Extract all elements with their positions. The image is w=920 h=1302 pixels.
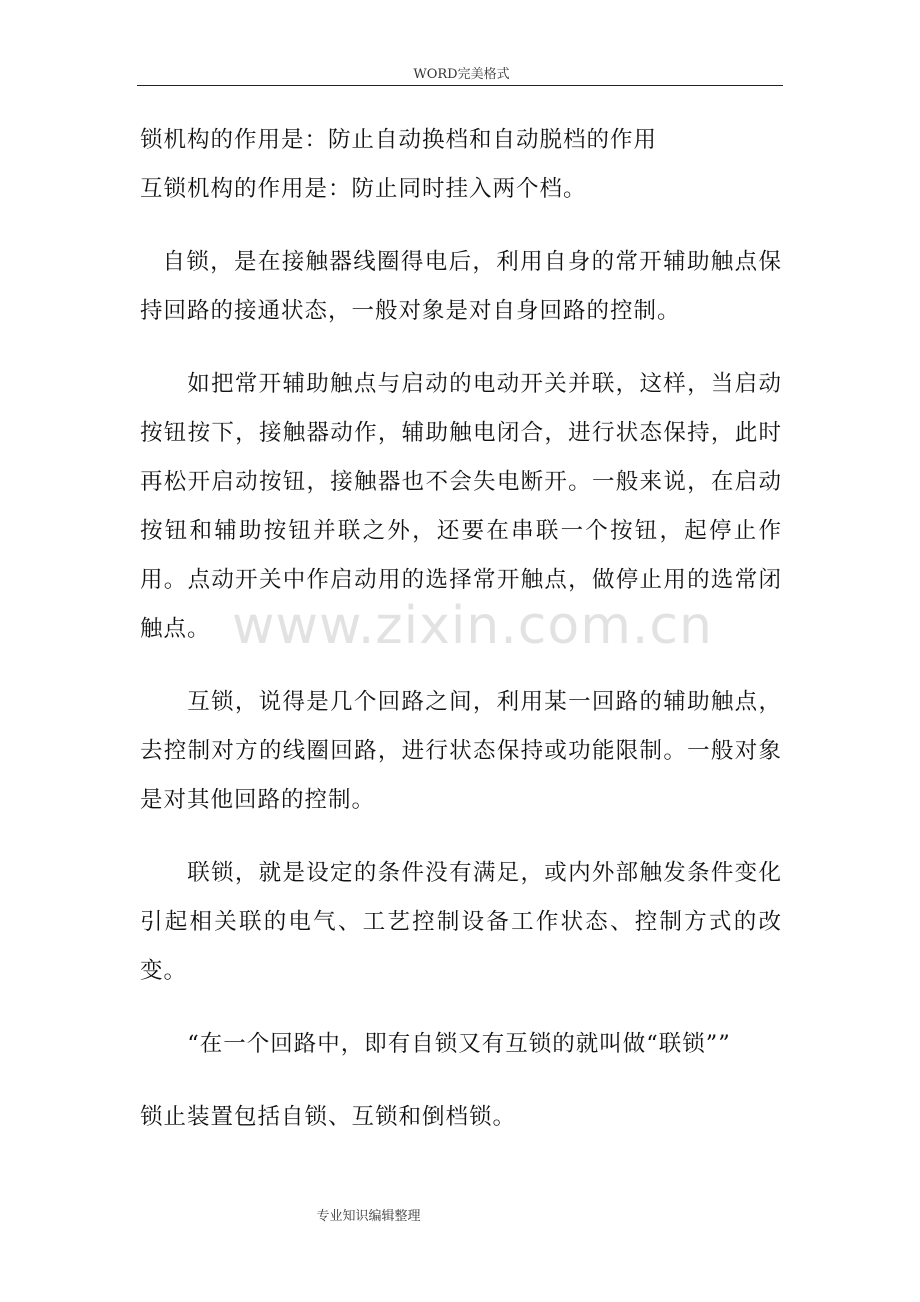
paragraph-interlock-mechanism: 互锁机构的作用是：防止同时挂入两个档。 [140, 176, 587, 202]
page-footer: 专业知识编辑整理 [316, 1209, 421, 1224]
document-body [140, 116, 782, 1142]
paragraph-quote: “在一个回路中，即有自锁又有互锁的就叫做“联锁”” [187, 1031, 731, 1057]
header-divider [137, 85, 783, 86]
paragraph-interlock: 互锁，说得是几个回路之间，利用某一回路的辅助触点，去控制对方的线圈回路，进行状态保持或功能限制。一般对象是对其他回路的控制。 [140, 689, 782, 813]
paragraph-linkage: 联锁，就是设定的条件没有满足，或内外部触发条件变化引起相关联的电气、工艺控制设备工作状态、控制方式的改变。 [140, 860, 782, 984]
paragraph-lock-mechanism: 锁机构的作用是：防止自动换档和自动脱档的作用 [140, 127, 658, 153]
paragraph-self-lock: 自锁，是在接触器线圈得电后，利用自身的常开辅助触点保持回路的接通状态，一般对象是对自身回路的控制。 [140, 249, 782, 324]
watermark-text: www.zixin.com.cn [232, 596, 713, 656]
paragraph-self-lock-detail: 如把常开辅助触点与启动的电动开关并联，这样，当启动按钮按下，接触器动作，辅助触电闭合，进行状态保持，此时再松开启动按钮，接触器也不会失电断开。一般来说，在启动按钮和辅助按钮并联之外，还要在串联一个按钮，起停止作用。点动开关中作启动用的选择常开触点，做停止用的选常闭触点。 [140, 371, 782, 642]
paragraph-lock-devices: 锁止装置包括自锁、互锁和倒档锁。 [140, 1104, 517, 1130]
page-header: WORD完美格式 [413, 67, 510, 82]
